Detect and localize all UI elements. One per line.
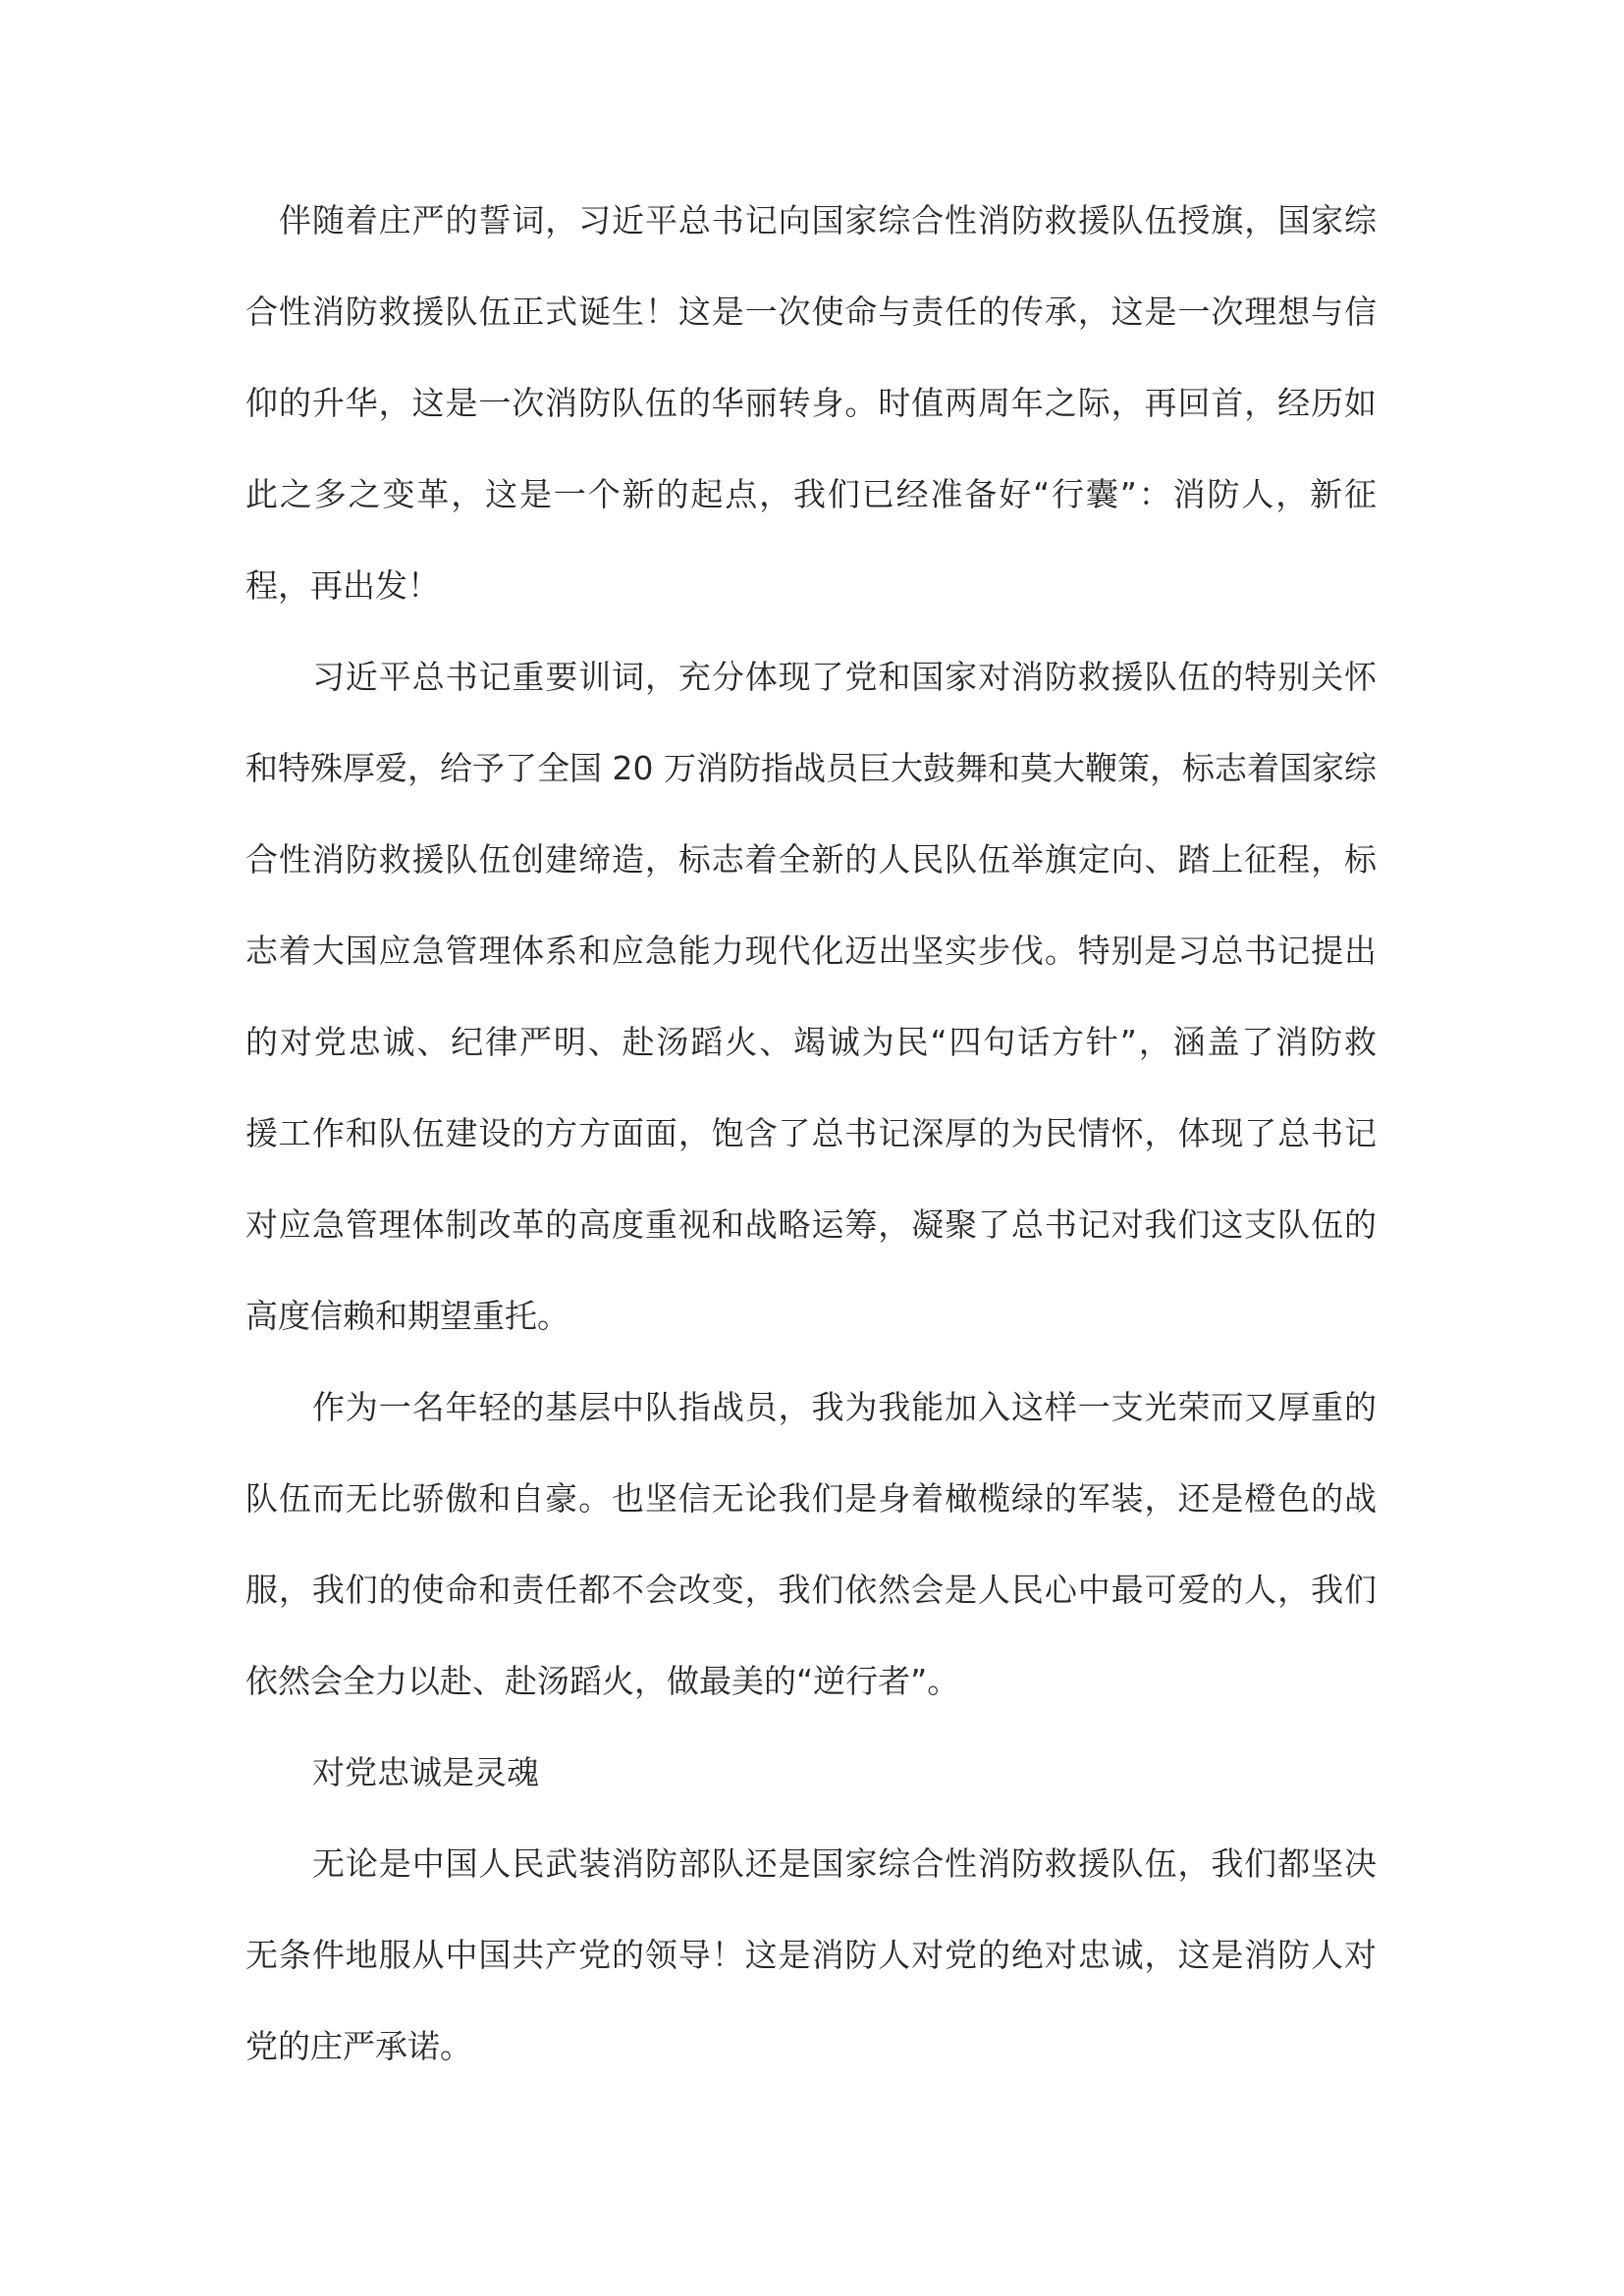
text-line: 高度信赖和期望重托。 <box>245 1297 569 1335</box>
text-line: 队伍而无比骄傲和自豪。也坚信无论我们是身着橄榄绿的军装，还是橙色的战 <box>245 1479 1377 1518</box>
section-heading-text: 对党忠诚是灵魂 <box>312 1753 539 1791</box>
text-line: 合性消防救援队伍正式诞生！这是一次使命与责任的传承，这是一次理想与信 <box>245 293 1377 331</box>
text-line: 的对党忠诚、纪律严明、赴汤蹈火、竭诚为民“四句话方针”，涵盖了消防救 <box>245 1023 1377 1061</box>
text-line: 习近平总书记重要训词，充分体现了党和国家对消防救援队伍的特别关怀 <box>312 658 1377 696</box>
text-line: 和特殊厚爱，给予了全国 20 万消防指战员巨大鼓舞和莫大鞭策，标志着国家综 <box>245 749 1377 787</box>
text-line: 作为一名年轻的基层中队指战员，我为我能加入这样一支光荣而又厚重的 <box>312 1388 1377 1426</box>
paragraph-2 <box>245 631 1377 1362</box>
text-line: 服，我们的使命和责任都不会改变，我们依然会是人民心中最可爱的人，我们 <box>245 1571 1377 1609</box>
text-line: 无条件地服从中国共产党的领导！这是消防人对党的绝对忠诚，这是消防人对 <box>245 1936 1377 1974</box>
text-line: 合性消防救援队伍创建缔造，标志着全新的人民队伍举旗定向、踏上征程，标 <box>245 840 1377 879</box>
text-line: 依然会全力以赴、赴汤蹈火，做最美的“逆行者”。 <box>245 1662 960 1700</box>
text-line: 援工作和队伍建设的方方面面，饱含了总书记深厚的为民情怀，体现了总书记 <box>245 1114 1377 1152</box>
text-line: 对应急管理体制改革的高度重视和战略运筹，凝聚了总书记对我们这支队伍的 <box>245 1205 1377 1244</box>
text-line: 志着大国应急管理体系和应急能力现代化迈出坚实步伐。特别是习总书记提出 <box>245 932 1377 970</box>
text-line: 仰的升华，这是一次消防队伍的华丽转身。时值两周年之际，再回首，经历如 <box>245 384 1377 422</box>
text-line: 党的庄严承诺。 <box>245 2027 472 2065</box>
text-line: 此之多之变革，这是一个新的起点，我们已经准备好“行囊”：消防人，新征 <box>245 475 1377 513</box>
document-body <box>245 175 1377 2092</box>
text-line: 无论是中国人民武装消防部队还是国家综合性消防救援队伍，我们都坚决 <box>312 1844 1377 1883</box>
paragraph-3 <box>245 1362 1377 1727</box>
text-line: 伴随着庄严的誓词，习近平总书记向国家综合性消防救援队伍授旗，国家综 <box>279 201 1377 240</box>
text-line: 程，再出发！ <box>245 566 440 605</box>
paragraph-1 <box>245 175 1377 631</box>
paragraph-5 <box>245 1818 1377 2092</box>
section-heading <box>245 1727 1377 1818</box>
